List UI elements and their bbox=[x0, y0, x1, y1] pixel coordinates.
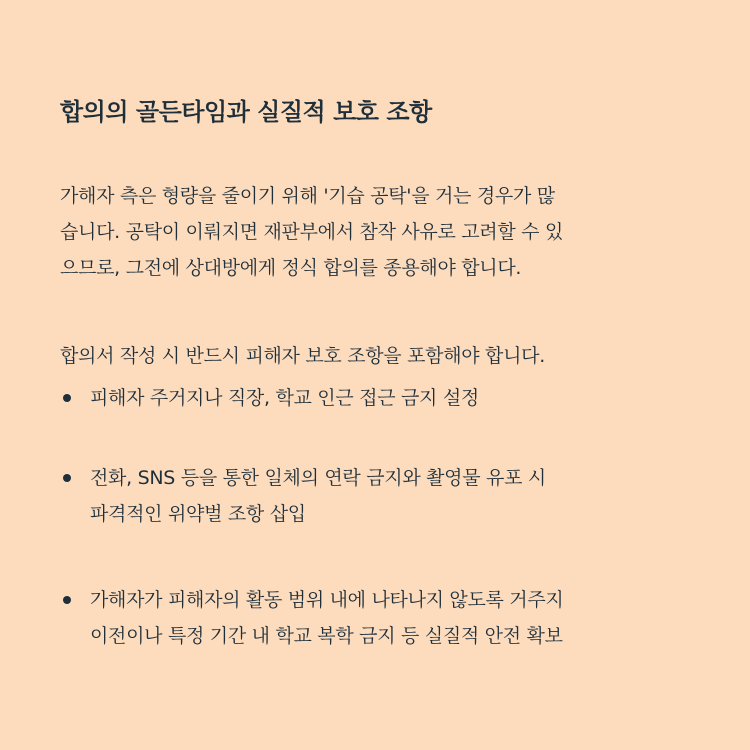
list-item-line: 파격적인 위약벌 조항 삽입 bbox=[90, 503, 306, 525]
list-item-line: 피해자 주거지나 직장, 학교 인근 접근 금지 설정 bbox=[90, 387, 479, 409]
bullet-dot-icon bbox=[63, 596, 71, 604]
list-item-text bbox=[90, 582, 700, 654]
card-title: 합의의 골든타임과 실질적 보호 조항 bbox=[60, 98, 432, 126]
bullet-dot-icon bbox=[63, 474, 71, 482]
intro-line: 습니다. 공탁이 이뤄지면 재판부에서 참작 사유로 고려할 수 있 bbox=[60, 221, 564, 243]
list-item-line: 가해자가 피해자의 활동 범위 내에 나타나지 않도록 거주지 bbox=[90, 589, 564, 611]
list-item bbox=[60, 582, 700, 654]
list-item-line: 이전이나 특정 기간 내 학교 복학 금지 등 실질적 안전 확보 bbox=[90, 625, 563, 647]
intro-paragraph bbox=[60, 178, 700, 286]
lead-sentence: 합의서 작성 시 반드시 피해자 보호 조항을 포함해야 합니다. bbox=[60, 345, 545, 367]
intro-line: 으므로, 그전에 상대방에게 정식 합의를 종용해야 합니다. bbox=[60, 257, 522, 279]
list-item-line: 전화, SNS 등을 통한 일체의 연락 금지와 촬영물 유포 시 bbox=[90, 467, 546, 489]
list-item-text bbox=[90, 460, 700, 532]
list-item bbox=[60, 380, 700, 416]
list-item bbox=[60, 460, 700, 532]
list-item-text bbox=[90, 380, 700, 416]
bullet-dot-icon bbox=[63, 394, 71, 402]
intro-line: 가해자 측은 형량을 줄이기 위해 '기습 공탁'을 거는 경우가 많 bbox=[60, 185, 555, 207]
